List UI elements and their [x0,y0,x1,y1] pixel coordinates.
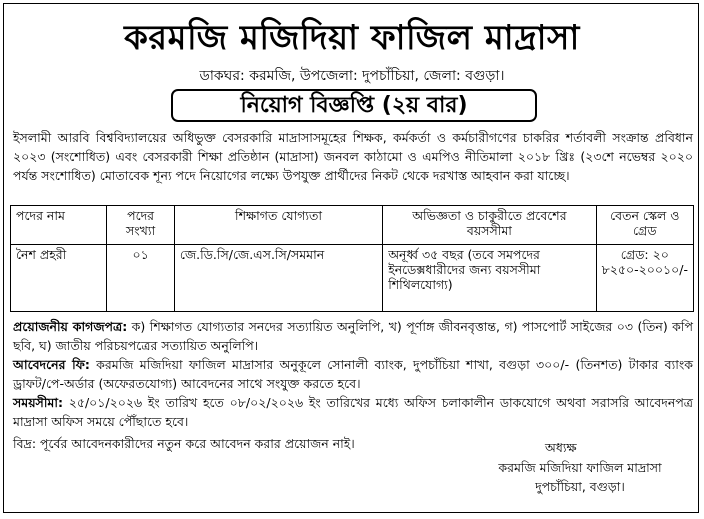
application-fee [13,355,693,393]
header-salary: বেতন স্কেল ও গ্রেড [596,206,693,245]
header-experience: অভিজ্ঞতা ও চাকুরীতে প্রবেশের বয়সসীমা [383,206,596,245]
notice-banner: নিয়োগ বিজ্ঞপ্তি (২য় বার) [171,89,537,122]
signatory-role: অধ্যক্ষ [545,440,577,455]
header-qualification: শিক্ষাগত যোগ্যতা [174,206,382,245]
required-documents-label: প্রয়োজনীয় কাগজপত্র: [13,319,128,334]
salary-grade: গ্রেড: ২০ [620,247,669,262]
cell-qualification: জে.ডি.সি/জে.এস.সি/সমমান [174,245,382,312]
cell-count: ০১ [107,245,175,312]
deadline-text: ২৫/০১/২০২৬ ইং তারিখ হতে ০৮/০২/২০২৬ ইং তারিখের মধ্যে অফিস চলাকালীন ডাকযোগে অথবা সরাসরি আবেদনপত্র মাদ্রাসা অফিস সময়ে পৌঁছাতে হবে। [13,395,693,429]
signatory-place: দুপচাঁচিয়া, বগুড়া। [535,479,625,494]
signatory-block [468,458,692,496]
institution-title: করমজি মজিদিয়া ফাজিল মাদ্রাসা [124,18,580,58]
deadline [13,393,693,431]
cell-post: নৈশ প্রহরী [11,245,107,312]
application-fee-label: আবেদনের ফি: [13,357,90,372]
institution-address: ডাকঘর: করমজি, উপজেলা: দুপচাঁচিয়া, জেলা: বগুড়া। [199,68,505,84]
table-row [11,245,694,312]
application-fee-text: করমজি মজিদিয়া ফাজিল মাদ্রাসার অনুকূলে সোনালী ব্যাংক, দুপচাঁচিয়া শাখা, বগুড়া ৩০০/- (তিনশত) টাকার ব্যাংক ড্রাফট/পে-অর্ডার (অফেরতযোগ্য) আবেদনের সাথে সংযুক্ত করতে হবে। [13,357,693,391]
signatory-org: করমজি মজিদিয়া ফাজিল মাদ্রাসা [498,460,662,475]
intro-paragraph: ইসলামী আরবি বিশ্ববিদ্যালয়ের অধিভুক্ত বেসরকারি মাদ্রাসাসমূহের শিক্ষক, কর্মকর্তা ও কর্মচারীগণের চাকরির শর্তাবলী সংক্রান্ত প্রবিধান ২০২৩ (সংশোধিত) এবং বেসরকারী শিক্ষা প্রতিষ্ঠান (মাদ্রাসা) জনবল কাঠামো ও এমপিও নীতিমালা ২০১৮ খ্রিঃ (২৩শে নভেম্বর ২০২০ পর্যন্ত সংশোধিত) মোতাবেক শূন্য পদে নিয়োগের লক্ষ্যে উপযুক্ত প্রার্থীদের নিকট থেকে দরখাস্ত আহবান করা যাচ্ছে। [13,130,693,183]
posts-table [10,205,694,312]
footnote: বিদ্র: পূর্বের আবেদনকারীদের নতুন করে আবেদন করার প্রয়োজন নাই। [13,436,355,451]
required-documents [13,317,693,355]
notes-section [13,317,693,431]
deadline-label: সময়সীমা: [13,395,63,410]
required-documents-text: ক) শিক্ষাগত যোগ্যতার সনদের সত্যায়িত অনুলিপি, খ) পূর্ণাঙ্গ জীবনবৃত্তান্ত, গ) পাসপোর্ট সাইজের ০৩ (তিন) কপি ছবি, ঘ) জাতীয় পরিচয়পত্রের সত্যায়িত অনুলিপি। [13,319,693,353]
salary-scale: ৮২৫০-২০০১০/- [601,262,688,277]
cell-experience: অনূর্ধ্ব ৩৫ বছর (তবে সমপদের ইনডেক্সধারীদের জন্য বয়সসীমা শিথিলযোগ্য) [383,245,596,312]
table-header-row [11,206,694,245]
header-count: পদের সংখ্যা [107,206,175,245]
cell-salary [596,245,693,312]
header-post: পদের নাম [11,206,107,245]
